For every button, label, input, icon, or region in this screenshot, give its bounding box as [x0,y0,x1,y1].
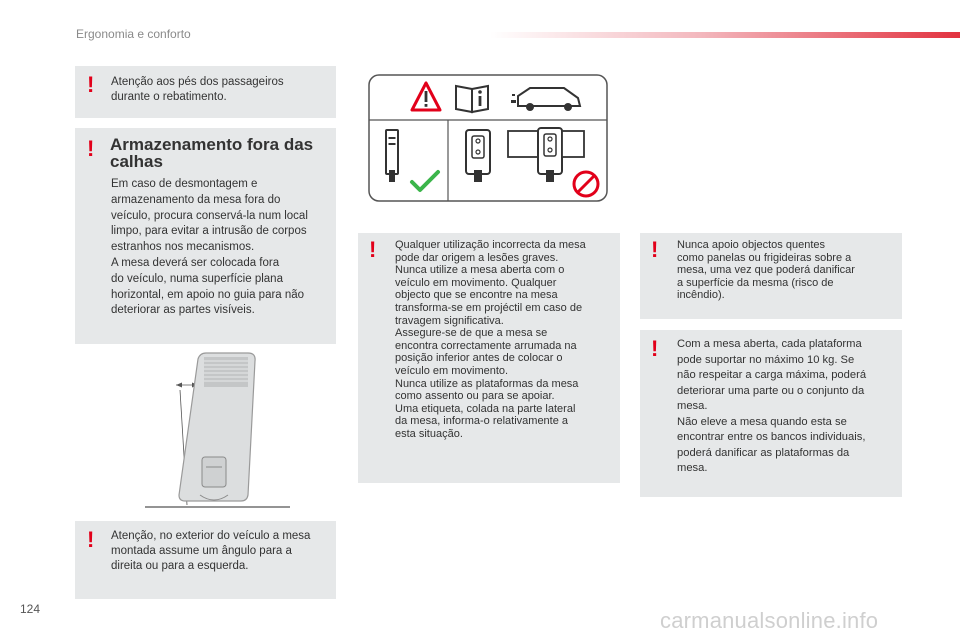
table-stowed-pictogram [386,130,398,182]
warning-usage-text: Qualquer utilização incorrecta da mesa pode dar origem a lesões graves. Nunca utilize a mesa aberta com o veículo em movimento. Qualquer objecto que se encontre na mesa transforma-se em projéctil em caso de travagem significativa. Assegure-se de que a mesa se encontra correctamente arrumada na posição inferior antes de colocar o veículo em movimento. Nunca utilize as plataformas da mesa como assento ou para se apoiar. Uma etiqueta, colada na parte lateral da mesa, informa-o relativamente a esta situação. [395,239,586,440]
storage-heading: Armazenamento fora das calhas [110,135,314,171]
warning-exclamation-icon: ! [369,237,377,262]
warning-exclamation-icon: ! [87,527,95,552]
page-number: 124 [20,602,41,616]
warning-exclamation-icon: ! [87,136,95,161]
warning-feet-text: Atenção aos pés dos passageiros durante o rebatimento. [111,76,284,103]
section-title: Ergonomia e conforto [76,27,191,41]
warning-exclamation-icon: ! [651,237,659,262]
storage-body-text: Em caso de desmontagem e armazenamento da mesa fora do veículo, procura conservá-la num local limpo, para evitar a intrusão de corpos estranhos nos mecanismos. A mesa deverá ser colocada fora do veículo, numa superfície plana horizontal, em apoio no guia para não deteriorar as partes visíveis. [111,178,308,317]
table-label-pictogram [368,74,608,202]
watermark: carmanualsonline.info [660,608,879,633]
warning-exclamation-icon: ! [87,72,95,97]
warning-load-text: Com a mesa aberta, cada plataforma pode suportar no máximo 10 kg. Se não respeitar a carga máxima, poderá deteriorar uma parte ou o conjunto da mesa. Não eleve a mesa quando esta se encontrar entre os bancos individuais, poderá danificar as plataformas da mesa. [677,338,867,474]
warning-hot-text: Nunca apoio objectos quentes como panelas ou frigideiras sobre a mesa, uma vez que poderá danificar a superfície da mesma (risco de incêndio). [677,239,855,302]
header-accent-bar [490,32,960,38]
manual-info-icon [456,86,488,112]
table-open-pictogram [466,130,490,182]
warning-angle-text: Atenção, no exterior do veículo a mesa montada assume um ângulo para a direita ou para a esquerda. [111,530,311,572]
warning-exclamation-icon: ! [651,336,659,361]
table-tilt-illustration [140,345,300,515]
